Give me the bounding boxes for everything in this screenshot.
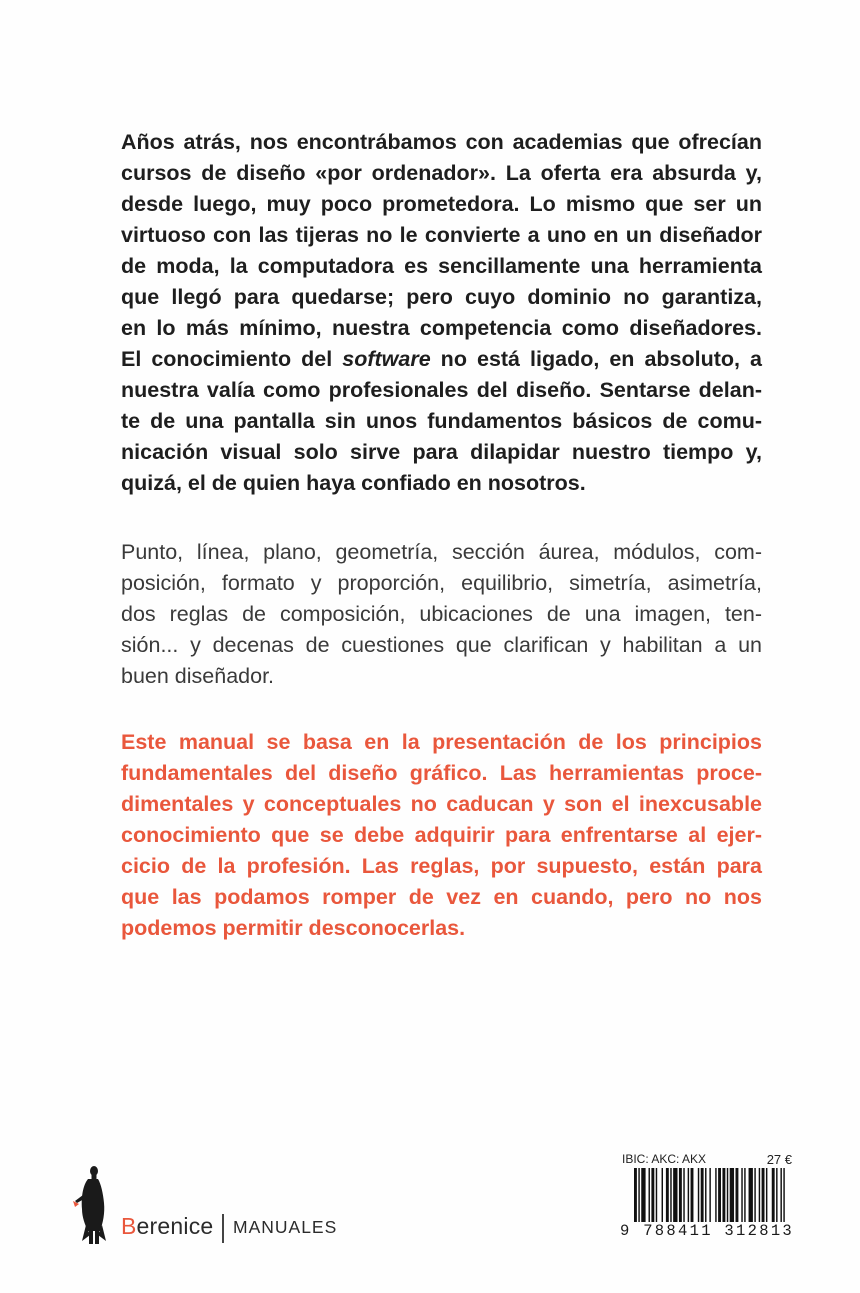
publisher-name [121, 1213, 213, 1240]
intro-line-7: en lo más mínimo, nuestra competencia como diseñadores. [121, 316, 762, 340]
intro-line-1: Años atrás, nos encontrábamos con academias que ofrecían [121, 130, 762, 154]
barcode-bar [688, 1168, 689, 1222]
butler-silhouette-icon [70, 1165, 116, 1245]
manual-line-6: que las podamos romper de vez en cuando, pero no nos [121, 885, 762, 909]
topics-line-1: Punto, línea, plano, geometría, sección áurea, módulos, com- [121, 540, 762, 564]
barcode-bar [662, 1168, 663, 1222]
collection-name: MANUALES [233, 1217, 338, 1237]
barcode-bar [634, 1168, 637, 1222]
barcode-bar [641, 1168, 645, 1222]
barcode-bar [744, 1168, 745, 1222]
intro-paragraph [121, 127, 762, 499]
intro-line-12: quizá, el de quien haya confiado en nosotros. [121, 471, 586, 495]
barcode-bar [754, 1168, 755, 1222]
intro-line-10: te de una pantalla sin unos fundamentos básicos de comu- [121, 409, 762, 433]
barcode-bar [783, 1168, 784, 1222]
publisher-name-rest: erenice [136, 1213, 214, 1239]
manual-line-1: Este manual se basa en la presentación de los principios [121, 730, 762, 754]
barcode-bar [718, 1168, 721, 1222]
barcode-bar [701, 1168, 704, 1222]
barcode-bar [698, 1168, 699, 1222]
intro-line-6: que llegó para quedarse; pero cuyo dominio no garantiza, [121, 285, 762, 309]
barcode-bar [736, 1168, 739, 1222]
bic-code: IBIC: AKC: AKX [622, 1152, 707, 1166]
topics-line-4: sión... y decenas de cuestiones que clarifican y habilitan a un [121, 633, 762, 657]
barcode-bar [705, 1168, 706, 1222]
isbn-digits: 9 788411 312813 [620, 1222, 795, 1240]
topics-line-3: dos reglas de composición, ubicaciones de una imagen, ten- [121, 602, 762, 626]
manual-line-2: fundamentales del diseño gráfico. Las herramientas proce- [121, 761, 762, 785]
intro-line-11: nicación visual solo sirve para dilapidar nuestro tiempo y, [121, 440, 762, 464]
topics-paragraph [121, 537, 762, 692]
intro-line-4: virtuoso con las tijeras no le convierte a uno en un diseñador [121, 223, 762, 247]
barcode-bar [649, 1168, 650, 1222]
barcode-bar [673, 1168, 677, 1222]
topics-line-2: posición, formato y proporción, equilibrio, simetría, asimetría, [121, 571, 762, 595]
barcode-bar [691, 1168, 694, 1222]
barcode-bar [759, 1168, 760, 1222]
manual-paragraph [121, 727, 762, 944]
price: 27 € [766, 1152, 792, 1167]
isbn-barcode [620, 1152, 796, 1244]
intro-line-2: cursos de diseño «por ordenador». La oferta era absurda y, [121, 161, 762, 185]
intro-line-3: desde luego, muy poco prometedora. Lo mismo que ser un [121, 192, 762, 216]
publisher-logo [70, 1165, 370, 1245]
barcode-bar [762, 1168, 765, 1222]
barcode-bar [683, 1168, 684, 1222]
barcode-bar [780, 1168, 781, 1222]
publisher-initial: B [121, 1213, 137, 1239]
topics-line-5: buen diseñador. [121, 664, 275, 688]
barcode-bar [709, 1168, 710, 1222]
barcode-bar [727, 1168, 728, 1222]
barcode-bar [730, 1168, 734, 1222]
barcode-bar [749, 1168, 753, 1222]
barcode-bars [620, 1168, 796, 1222]
manual-line-3: dimentales y conceptuales no caducan y son el inexcusable [121, 792, 762, 816]
software-line-before: El conocimiento del [121, 347, 343, 371]
software-line-after: no está ligado, en absoluto, a [430, 347, 763, 371]
barcode-bar [741, 1168, 742, 1222]
software-term: software [342, 347, 431, 371]
intro-line-5: de moda, la computadora es sencillamente una herramienta [121, 254, 762, 278]
barcode-bar [670, 1168, 671, 1222]
barcode-bar [656, 1168, 657, 1222]
manual-line-4: conocimiento que se debe adquirir para enfrentarse al ejer- [121, 823, 762, 847]
barcode-bar [766, 1168, 767, 1222]
barcode-bar [715, 1168, 716, 1222]
barcode-bar [772, 1168, 775, 1222]
manual-line-5: cicio de la profesión. Las reglas, por supuesto, están para [121, 854, 762, 878]
manual-line-7: podemos permitir desconocerlas. [121, 916, 466, 940]
barcode-bar [666, 1168, 669, 1222]
barcode-bar [722, 1168, 725, 1222]
barcode-bar [651, 1168, 654, 1222]
intro-line-9: nuestra valía como profesionales del diseño. Sentarse delan- [121, 378, 762, 402]
intro-line-software [121, 344, 762, 375]
barcode-bar [679, 1168, 682, 1222]
publisher-divider [222, 1214, 224, 1243]
barcode-bar [638, 1168, 639, 1222]
barcode-bar [776, 1168, 777, 1222]
